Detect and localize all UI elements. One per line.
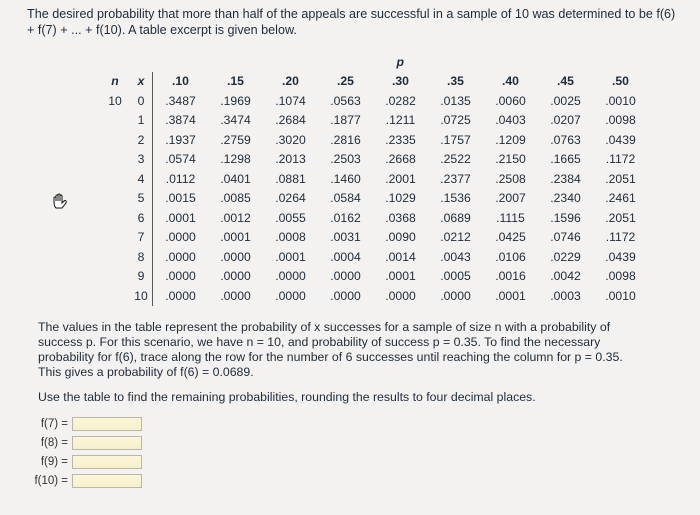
probability-cell: .0031	[330, 230, 361, 245]
probability-cell: .1115	[496, 210, 525, 225]
f8-answer-input[interactable]	[72, 436, 142, 450]
x-cell: 9	[130, 267, 153, 287]
probability-cell: .0439	[605, 132, 636, 147]
p-column-header: .10	[172, 74, 189, 89]
probability-cell: .0016	[495, 269, 526, 284]
p-column-header: .40	[502, 74, 519, 89]
probability-cell: .2508	[495, 171, 526, 186]
probability-cell: .2340	[550, 191, 581, 206]
n-cell	[100, 247, 130, 267]
probability-cell: .1969	[220, 93, 251, 108]
probability-cell: .0085	[220, 191, 251, 206]
table-row	[100, 208, 648, 228]
answer-row-f10	[30, 473, 142, 489]
x-cell: 5	[130, 189, 153, 209]
probability-cell: .1596	[550, 210, 581, 225]
probability-cell: .2051	[605, 210, 636, 225]
probability-cell: .0098	[605, 269, 636, 284]
x-cell: 4	[130, 169, 153, 189]
probability-cell: .0135	[440, 93, 471, 108]
probability-cell: .0098	[605, 113, 636, 128]
x-cell: 8	[130, 247, 153, 267]
probability-cell: .1665	[550, 152, 581, 167]
probability-cell: .0000	[275, 288, 306, 303]
n-cell	[100, 130, 130, 150]
probability-cell: .0439	[605, 249, 636, 264]
probability-cell: .0763	[550, 132, 581, 147]
probability-cell: .0012	[220, 210, 251, 225]
probability-cell: .0000	[440, 288, 471, 303]
probability-cell: .1074	[275, 93, 306, 108]
instruction-text: Use the table to find the remaining probabilities, rounding the results to four decimal places.	[38, 390, 536, 404]
probability-cell: .2461	[605, 191, 636, 206]
probability-cell: .0229	[550, 249, 581, 264]
probability-cell: .2335	[385, 132, 416, 147]
probability-cell: .1757	[440, 132, 471, 147]
probability-cell: .0746	[550, 230, 581, 245]
answer-label: f(10) =	[34, 475, 68, 487]
p-column-header: .15	[227, 74, 244, 89]
intro-text: The desired probability that more than half of the appeals are successful in a sample of 10 was determined to be f(6) + f(7) + ... + f(10). A table excerpt is given below.	[27, 7, 676, 37]
f10-answer-input[interactable]	[72, 474, 142, 488]
hand-pointer-icon	[51, 193, 69, 209]
probability-cell: .0000	[220, 249, 251, 264]
x-cell: 3	[130, 150, 153, 170]
probability-cell: .0000	[330, 288, 361, 303]
probability-cell: .1460	[330, 171, 361, 186]
binomial-table	[100, 52, 648, 306]
probability-cell: .0563	[330, 93, 361, 108]
probability-cell: .2522	[440, 152, 471, 167]
probability-cell: .2503	[330, 152, 361, 167]
probability-cell: .0015	[165, 191, 196, 206]
probability-cell: .0401	[220, 171, 251, 186]
x-header: x	[130, 72, 153, 92]
probability-cell: .0005	[440, 269, 471, 284]
probability-cell: .1211	[385, 113, 416, 128]
p-column-header: .50	[612, 74, 629, 89]
probability-cell: .0010	[605, 93, 636, 108]
probability-cell: .0001	[385, 269, 416, 284]
n-cell	[100, 189, 130, 209]
probability-cell: .0574	[165, 152, 196, 167]
answer-label: f(9) =	[40, 456, 68, 468]
probability-cell: .0282	[385, 93, 416, 108]
probability-cell: .0001	[220, 230, 251, 245]
probability-cell: .0010	[605, 288, 636, 303]
x-cell: 1	[130, 111, 153, 131]
probability-cell: .2384	[550, 171, 581, 186]
probability-cell: .0042	[550, 269, 581, 284]
table-row	[100, 169, 648, 189]
binomial-table-container	[100, 52, 648, 306]
probability-cell: .0000	[165, 288, 196, 303]
probability-cell: .1298	[220, 152, 251, 167]
probability-cell: .0001	[165, 210, 196, 225]
probability-cell: .0000	[165, 269, 196, 284]
answer-label: f(8) =	[40, 437, 68, 449]
probability-cell: .0008	[275, 230, 306, 245]
probability-cell: .0000	[165, 249, 196, 264]
probability-cell: .0001	[275, 249, 306, 264]
probability-cell: .0403	[495, 113, 526, 128]
probability-cell: .0584	[330, 191, 361, 206]
probability-cell: .0090	[385, 230, 416, 245]
table-row	[100, 286, 648, 306]
probability-cell: .1937	[165, 132, 196, 147]
probability-cell: .0162	[330, 210, 361, 225]
table-row	[100, 247, 648, 267]
probability-cell: .0004	[330, 249, 361, 264]
probability-cell: .1209	[495, 132, 526, 147]
probability-cell: .0689	[440, 210, 471, 225]
probability-cell: .2150	[495, 152, 526, 167]
probability-cell: .0106	[495, 249, 526, 264]
x-cell: 0	[130, 91, 153, 111]
p-column-header: .25	[337, 74, 354, 89]
probability-cell: .0000	[165, 230, 196, 245]
n-cell	[100, 228, 130, 248]
table-row	[100, 228, 648, 248]
probability-cell: .2007	[495, 191, 526, 206]
probability-cell: .0425	[495, 230, 526, 245]
probability-cell: .3474	[220, 113, 251, 128]
probability-cell: .0055	[275, 210, 306, 225]
table-row	[100, 91, 648, 111]
n-cell	[100, 208, 130, 228]
probability-cell: .0003	[550, 288, 581, 303]
probability-cell: .0881	[275, 171, 306, 186]
probability-cell: .0212	[440, 230, 471, 245]
n-header: n	[111, 74, 119, 89]
n-cell	[100, 111, 130, 131]
answer-row-f8	[30, 435, 142, 451]
table-row	[100, 111, 648, 131]
probability-cell: .0112	[165, 171, 196, 186]
x-cell: 2	[130, 130, 153, 150]
n-cell: 10	[108, 93, 122, 108]
table-row	[100, 150, 648, 170]
x-cell: 10	[130, 286, 153, 306]
f9-answer-input[interactable]	[72, 455, 142, 469]
probability-cell: .1172	[605, 152, 636, 167]
probability-cell: .3487	[165, 93, 196, 108]
probability-cell: .0000	[385, 288, 416, 303]
probability-cell: .0060	[495, 93, 526, 108]
probability-cell: .0001	[495, 288, 526, 303]
p-column-header: .45	[557, 74, 574, 89]
probability-cell: .0000	[220, 288, 251, 303]
p-column-header: .30	[392, 74, 409, 89]
probability-cell: .2759	[220, 132, 251, 147]
n-cell	[100, 150, 130, 170]
probability-cell: .3020	[275, 132, 306, 147]
probability-cell: .0014	[385, 249, 416, 264]
probability-cell: .2377	[440, 171, 471, 186]
f7-answer-input[interactable]	[72, 417, 142, 431]
probability-cell: .0725	[440, 113, 471, 128]
p-column-header: .35	[447, 74, 464, 89]
probability-cell: .2684	[275, 113, 306, 128]
explanation-text: The values in the table represent the probability of x successes for a sample of size n with a probability of success p. For this scenario, we have n = 10, and probability of success p = 0.35. To find the necessary probability for f(6), trace along the row for the number of 6 successes until reaching the column for p = 0.35. This gives a probability of f(6) = 0.0689.	[38, 320, 623, 379]
probability-cell: .0043	[440, 249, 471, 264]
probability-cell: .1172	[605, 230, 636, 245]
n-cell	[100, 169, 130, 189]
probability-cell: .0000	[220, 269, 251, 284]
p-label: p	[396, 54, 404, 69]
x-cell: 7	[130, 228, 153, 248]
table-row	[100, 130, 648, 150]
answer-row-f9	[30, 454, 142, 470]
n-cell	[100, 286, 130, 306]
probability-cell: .2013	[275, 152, 306, 167]
answer-row-f7	[30, 416, 142, 432]
probability-cell: .0264	[275, 191, 306, 206]
probability-cell: .0368	[385, 210, 416, 225]
probability-cell: .2816	[330, 132, 361, 147]
probability-cell: .1877	[330, 113, 361, 128]
x-cell: 6	[130, 208, 153, 228]
table-row	[100, 189, 648, 209]
probability-cell: .2001	[385, 171, 416, 186]
probability-cell: .0000	[275, 269, 306, 284]
probability-cell: .2668	[385, 152, 416, 167]
probability-cell: .1029	[385, 191, 416, 206]
probability-cell: .0025	[550, 93, 581, 108]
probability-cell: .0000	[330, 269, 361, 284]
probability-cell: .0207	[550, 113, 581, 128]
probability-cell: .2051	[605, 171, 636, 186]
probability-cell: .3874	[165, 113, 196, 128]
probability-cell: .1536	[440, 191, 471, 206]
answer-label: f(7) =	[40, 418, 68, 430]
p-column-header: .20	[282, 74, 299, 89]
table-row	[100, 267, 648, 287]
n-cell	[100, 267, 130, 287]
